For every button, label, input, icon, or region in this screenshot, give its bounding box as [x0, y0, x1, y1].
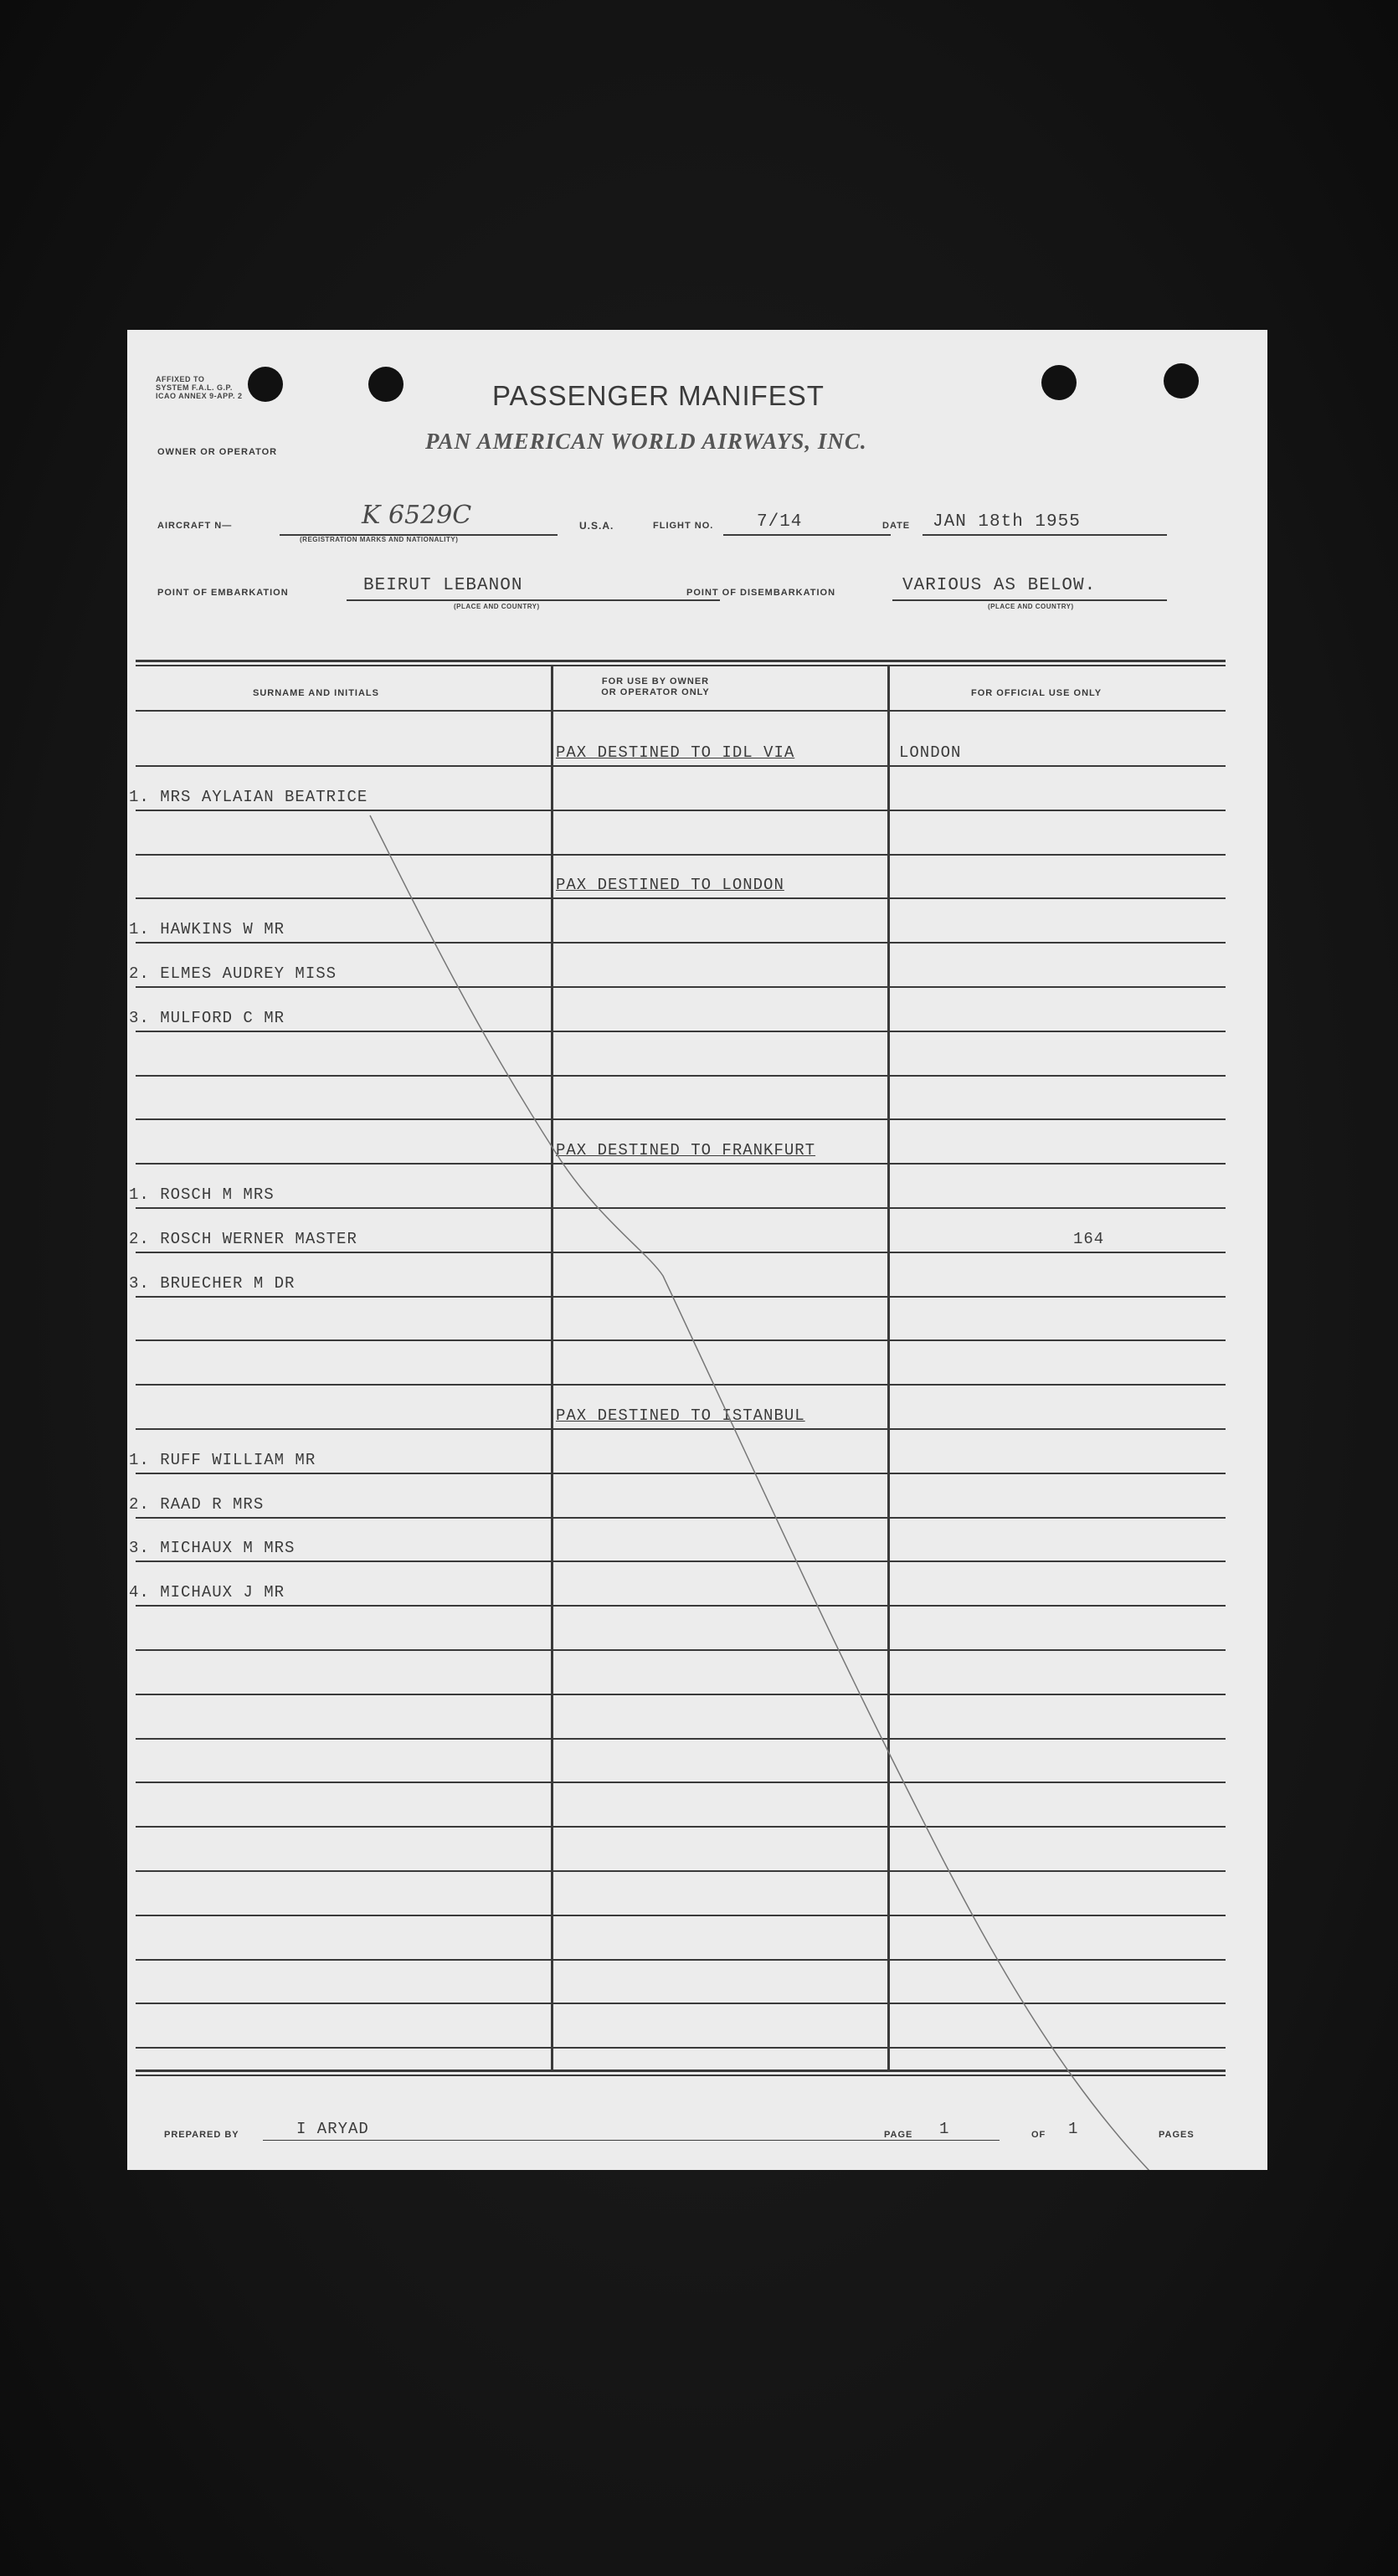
pencil-stroke [127, 330, 1267, 2170]
aircraft-label: AIRCRAFT N— [157, 521, 233, 531]
col-owner-header-line: OR OPERATOR ONLY [601, 687, 710, 697]
date-label: DATE [882, 521, 911, 531]
row-name: 3. MULFORD C MR [129, 1008, 285, 1027]
row-name: 2. ELMES AUDREY MISS [129, 964, 337, 983]
disembark-label: POINT OF DISEMBARKATION [686, 588, 836, 598]
row-owner-note: PAX DESTINED TO FRANKFURT [556, 1141, 816, 1160]
row-name: 1. RUFF WILLIAM MR [129, 1450, 316, 1469]
row-name: 4. MICHAUX J MR [129, 1583, 285, 1602]
flight-label: FLIGHT NO. [653, 521, 714, 531]
prepared-underline [263, 2140, 1000, 2141]
owner-label: OWNER OR OPERATOR [157, 447, 278, 457]
embark-value: BEIRUT LEBANON [363, 576, 523, 595]
prepared-label: PREPARED BY [164, 2130, 239, 2140]
row-name: 2. RAAD R MRS [129, 1494, 265, 1514]
row-owner-note: PAX DESTINED TO IDL VIA [556, 743, 795, 762]
page-label: PAGE [884, 2130, 913, 2140]
of-value: 1 [1068, 2120, 1079, 2138]
row-name: 1. ROSCH M MRS [129, 1185, 275, 1204]
embark-caption: (PLACE AND COUNTRY) [454, 603, 540, 610]
row-name: 3. BRUECHER M DR [129, 1273, 296, 1293]
affixed-line: SYSTEM F.A.L. G.P. [156, 383, 233, 392]
prepared-value: I ARYAD [296, 2120, 369, 2138]
row-owner-note: PAX DESTINED TO LONDON [556, 876, 784, 895]
page-value: 1 [939, 2120, 950, 2138]
flight-value: 7/14 [757, 512, 803, 532]
disembark-value: VARIOUS AS BELOW. [902, 576, 1097, 595]
row-name: 1. MRS AYLAIAN BEATRICE [129, 787, 368, 806]
affixed-line: AFFIXED TO [156, 375, 205, 383]
manifest-sheet [127, 330, 1267, 2170]
row-official-note: 164 [1073, 1229, 1105, 1248]
col-official-header: FOR OFFICIAL USE ONLY [971, 688, 1102, 698]
owner-value: PAN AMERICAN WORLD AIRWAYS, INC. [425, 429, 867, 454]
aircraft-value: K 6529C [362, 501, 472, 530]
row-name: 1. HAWKINS W MR [129, 920, 285, 939]
col-surname-header: SURNAME AND INITIALS [253, 688, 379, 698]
row-name: 2. ROSCH WERNER MASTER [129, 1229, 357, 1248]
disembark-caption: (PLACE AND COUNTRY) [988, 603, 1074, 610]
of-label: OF [1031, 2130, 1046, 2140]
pages-label: PAGES [1159, 2130, 1195, 2140]
row-owner-note: PAX DESTINED TO ISTANBUL [556, 1406, 805, 1425]
col-owner-header-line: FOR USE BY OWNER [601, 676, 710, 686]
page-title: PASSENGER MANIFEST [492, 380, 825, 411]
affixed-line: ICAO ANNEX 9-APP. 2 [156, 392, 243, 400]
row-name: 3. MICHAUX M MRS [129, 1539, 296, 1558]
usa-label: U.S.A. [579, 520, 614, 532]
date-value: JAN 18th 1955 [933, 512, 1081, 532]
aircraft-caption: (REGISTRATION MARKS AND NATIONALITY) [300, 536, 459, 543]
row-official-note: LONDON [899, 743, 962, 762]
embark-label: POINT OF EMBARKATION [157, 588, 289, 598]
